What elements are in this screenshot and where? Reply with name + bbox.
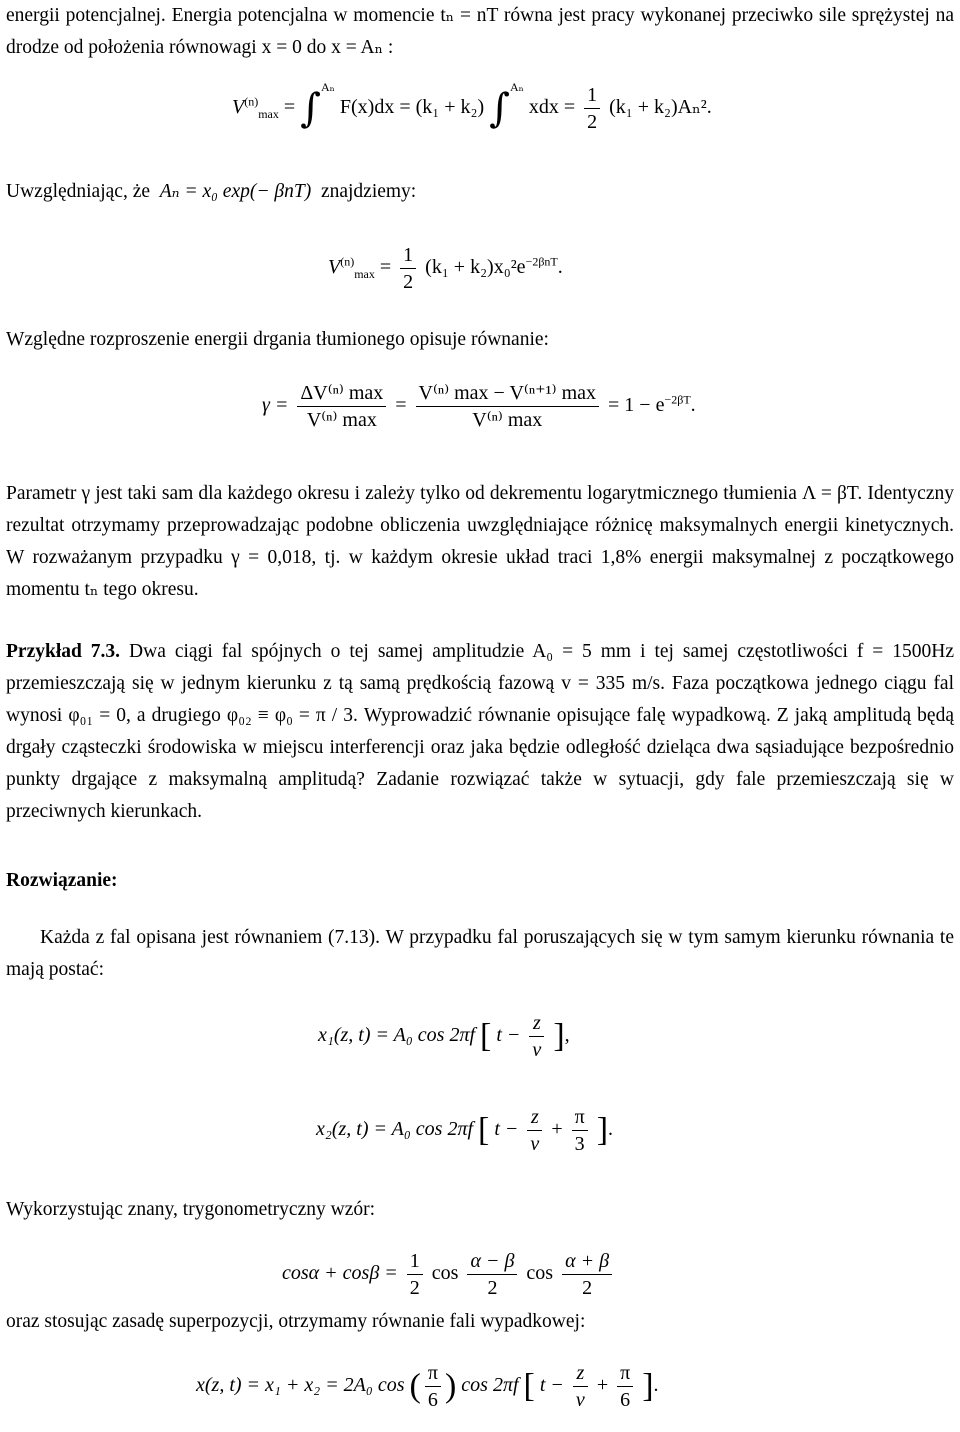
example-title: Przykład 7.3. [6, 641, 121, 662]
sum-to-product-equation: cosα + cosβ = $\frac{1}{2}$ cos $\frac{\alpha - \beta}{2}$ cos $\frac{\alpha + \beta}{2}$ [282, 1248, 616, 1301]
wave1-equation: x₁(z, t) = A₀ cos 2πf [ t − $\frac{z}{v}$ ], [318, 1012, 570, 1061]
parameter-paragraph: Parametr γ jest taki sam dla każdego okresu i zależy tylko od dekrementu logarytmicznego tłumienia Λ = βT. Identyczny rezultat otrzymamy przeprowadzając podobne obliczenia uwzględniające różnicę maksymalnych energii kinetycznych. W rozważanym przypadku γ = 0,018, tj. w każdym okresie układ traci 1,8% energii maksymalnej z początkowego momentu tₙ tego okresu. [6, 483, 954, 600]
example-paragraph: Przykład 7.3. Dwa ciągi fal spójnych o tej samej amplitudzie A₀ = 5 mm i tej samej częstotliwości f = 1500Hz przemieszczają się w jednym kierunku z tą samą prędkością fazową v = 335 m/s. Faza początkowa jednego ciągu fal wynosi φ₀₁ = 0, a drugiego φ₀₂ ≡ φ₀ = π / 3. Wyprowadzić równanie opisujące falę wypadkową. Z jaką amplitudą będą drgały cząsteczki środowiska w miejscu interferencji oraz jaka będzie odległość dzieląca dwa sąsiadujące bezpośrednio punkty drgające z maksymalną amplitudą? Zadanie rozwiązać także w sytuacji, gdy fale przemieszczają się w przeciwnych kierunkach. [6, 641, 955, 822]
solution-title: Rozwiązanie: [6, 870, 118, 891]
gamma-equation: γ = $\frac{\text{ΔV⁽ⁿ⁾ max}}{\text{V⁽ⁿ⁾ max}}$ = $\frac{\text{V⁽ⁿ⁾ max − V⁽ⁿ⁺¹⁾ max}}{\text{V⁽ⁿ⁾ max}}$ = $1 - e^{-2\beta T}$. [262, 382, 696, 431]
dissipation-paragraph: Względne rozproszenie energii drgania tłumionego opisuje równanie: [6, 329, 549, 350]
intro-paragraph: energii potencjalnej. Energia potencjalna w momencie tₙ = nT równa jest pracy wykonanej przeciwko sile sprężystej na drodze od położenia równowagi x = 0 do x = Aₙ : [6, 5, 954, 58]
wave2-equation: x₂(z, t) = A₀ cos 2πf [ t − $\frac{z}{v}$ + $\frac{\pi}{3}$ ]. [316, 1106, 614, 1155]
superposition-paragraph: oraz stosując zasadę superpozycji, otrzymamy równanie fali wypadkowej: [6, 1311, 586, 1332]
solution-paragraph: Każda z fal opisana jest równaniem (7.13). W przypadku fal poruszających się w tym samym kierunku równania te mają postać: [6, 927, 954, 980]
energy-integral-equation: $V^{(n)}_{max} = \int^{A_n}$ F(x)dx = (k₁ + k₂) ∫$^{A_n}$ xdx = $\frac{1}{2}$ (k₁ + k₂)Aₙ². [232, 80, 712, 133]
vmax-equation: $V^{(n)}_{max}$ = $\frac{1}{2}$ $(k_1 + k_2)x_0^2e^{-2\beta nT}$. [328, 244, 563, 293]
resultant-wave-equation: x(z, t) = x₁ + x₂ = 2A₀ cos ( $\frac{\pi}{6}$ ) cos 2πf [ t − $\frac{z}{v}$ + $\frac{\pi}{6}$ ]. [196, 1362, 659, 1411]
substitution-line: Uwzględniając, że Aₙ = x₀ exp(− βnT) znajdziemy: [6, 181, 417, 202]
trig-paragraph: Wykorzystując znany, trygonometryczny wzór: [6, 1199, 376, 1220]
